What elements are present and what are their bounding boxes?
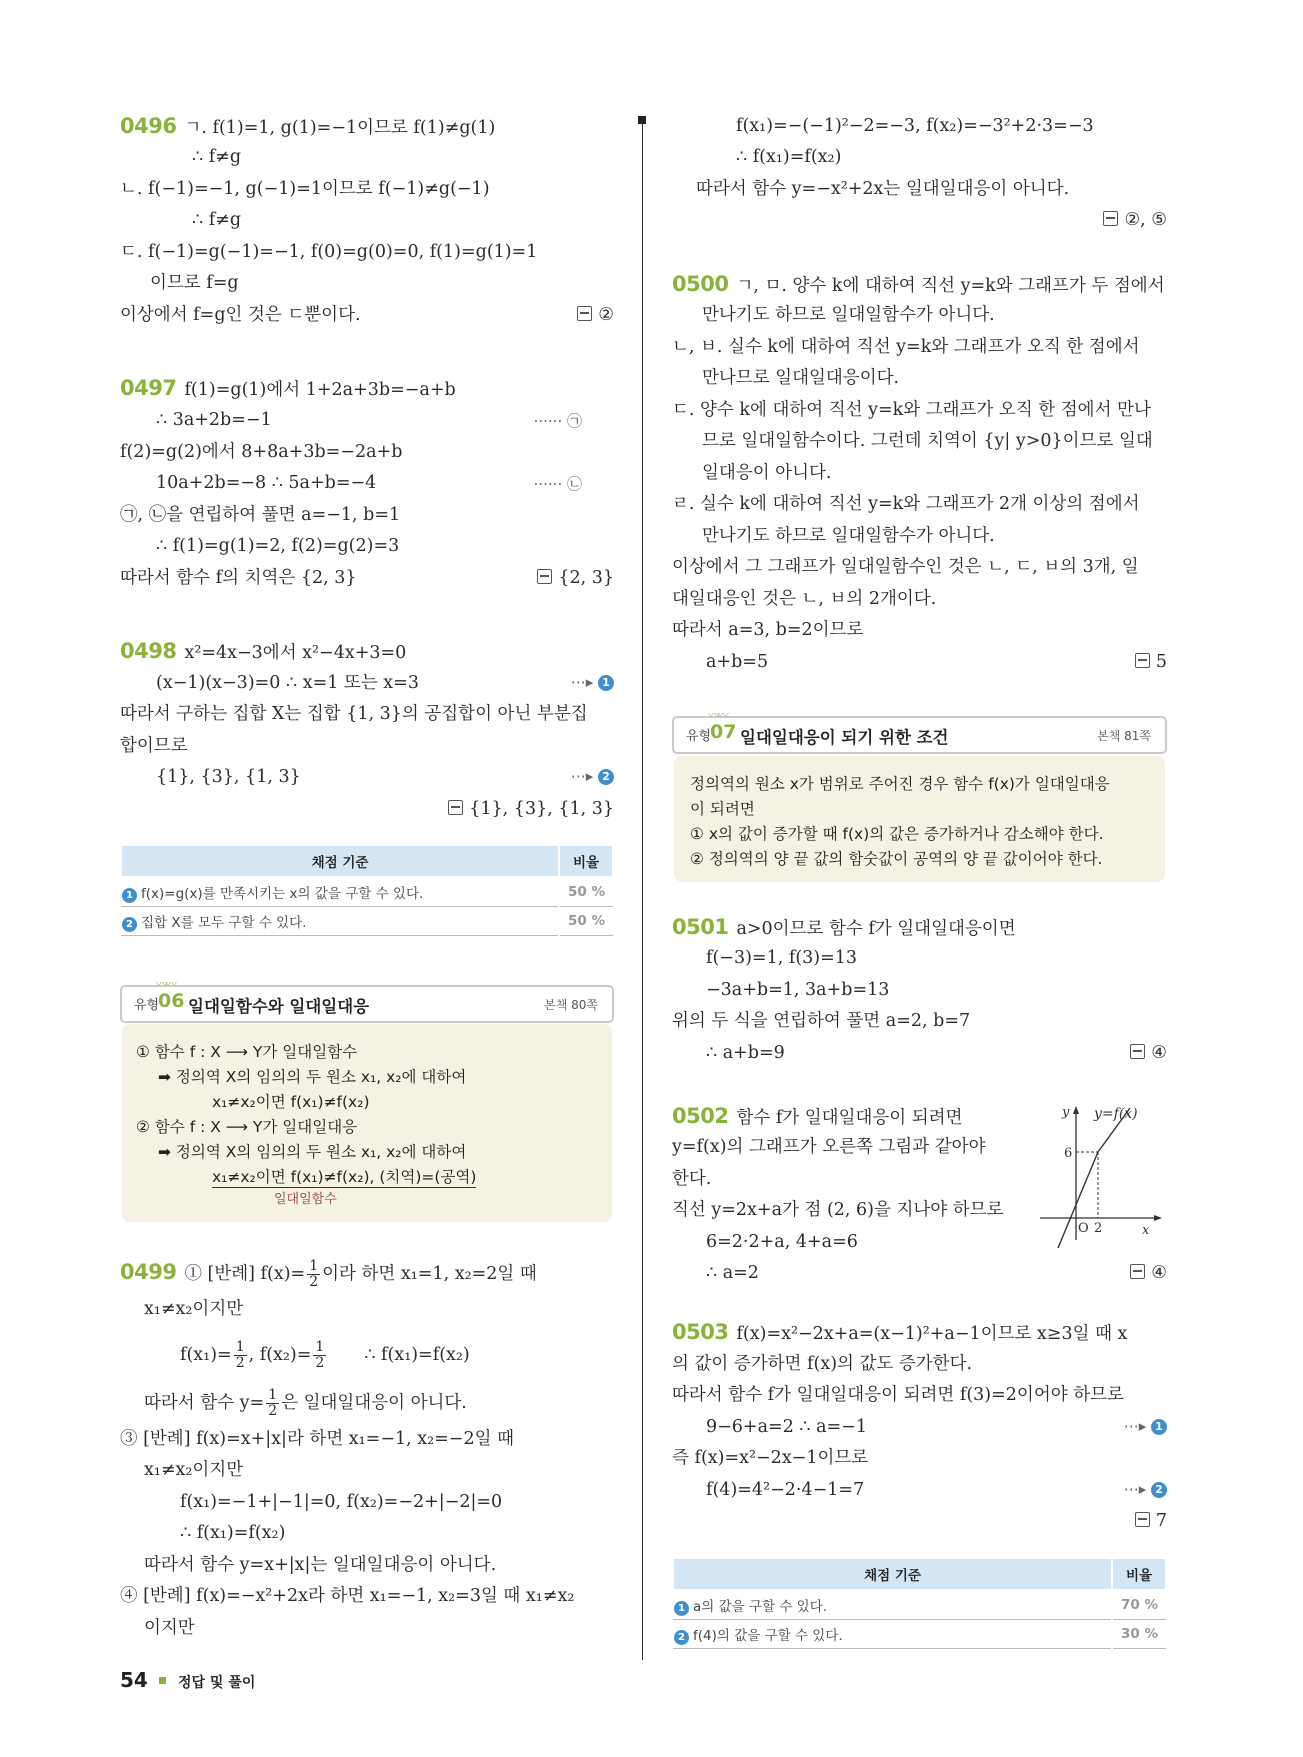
step-marker: ⋯▸ 2	[1124, 1480, 1167, 1498]
fraction: $\frac{1}{2}$	[315, 1339, 325, 1371]
answer-0499: ②, ⑤	[1103, 208, 1167, 232]
problem-number: 0502	[672, 1104, 729, 1128]
answer-icon	[537, 569, 552, 584]
problem-0501-line2: f(−3)=1, f(3)=13	[706, 948, 858, 968]
answer-0498: {1}, {3}, {1, 3}	[448, 797, 614, 821]
equation-marker-2: ······ ㉡	[533, 475, 582, 493]
topic-reference: 본책 81쪽	[1097, 729, 1151, 743]
problem-0500-line12: 따라서 a=3, b=2이므로	[672, 620, 864, 640]
topic-06-note: ① 함수 f : X ⟶ Y가 일대일함수 ➡ 정의역 X의 임의의 두 원소 x₁, x₂에 대하여 x₁≠x₂이면 f(x₁)≠f(x₂) ② 함수 f : X ⟶ Y가 일대일대응 ➡ 정의역 X의 임의의 두 원소 x₁, x₂에 대하여 x₁≠x₂이면 f(x₁)≠f(x₂), (치역)=(공역) 일대일함수	[122, 1024, 612, 1222]
x-axis-arrow-icon	[1154, 1215, 1162, 1221]
answer-icon	[448, 800, 463, 815]
fraction: $\frac{1}{2}$	[268, 1387, 278, 1419]
problem-0497-line1: 0497 f(1)=g(1)에서 1+2a+3b=−a+b	[120, 376, 456, 400]
problem-0497-line2: ∴ 3a+2b=−1	[156, 410, 272, 430]
problem-0502-line1: 0502 함수 f가 일대일대응이 되려면	[672, 1104, 963, 1128]
problem-0497-line6: ∴ f(1)=g(1)=2, f(2)=g(2)=3	[156, 536, 400, 556]
problem-0503-line5: 즉 f(x)=x²−2x−1이므로	[672, 1448, 869, 1468]
x-label: x	[1142, 1223, 1150, 1238]
problem-0499-line11: 이지만	[144, 1618, 195, 1638]
x-tick-2: 2	[1094, 1221, 1103, 1236]
table-row: 2 집합 X를 모두 구할 수 있다. 50 %	[121, 907, 613, 936]
problem-number: 0497	[120, 376, 177, 400]
problem-0501-line3: −3a+b=1, 3a+b=13	[706, 980, 890, 1000]
step-2-icon: 2	[598, 769, 614, 785]
table-header: 비율	[1112, 1558, 1166, 1590]
answer-icon	[1130, 1044, 1145, 1059]
y-axis-arrow-icon	[1073, 1106, 1079, 1114]
problem-0499-line1: 0499 ① [반례] f(x)= $\frac{1}{2}$ 이라 하면 x₁=1, x₂=2일 때	[120, 1258, 537, 1290]
scoring-table-2	[672, 1557, 1167, 1649]
problem-0496-line7: 이상에서 f=g인 것은 ㄷ뿐이다.	[120, 305, 361, 325]
problem-0496-line3: ㄴ. f(−1)=−1, g(−1)=1이므로 f(−1)≠g(−1)	[120, 179, 490, 199]
problem-0502-line2: y=f(x)의 그래프가 오른쪽 그림과 같아야	[672, 1137, 986, 1157]
step-marker: ⋯▸ 1	[571, 673, 614, 691]
table-row: 2 f(4)의 값을 구할 수 있다. 30 %	[673, 1620, 1166, 1649]
wave-decoration: 〰〰	[708, 708, 727, 722]
step-marker: ⋯▸ 2	[571, 767, 614, 785]
step-1-icon: 1	[598, 675, 614, 691]
problem-0499-line6: x₁≠x₂이지만	[144, 1460, 244, 1480]
topic-07-header: 〰〰 유형 07 일대일대응이 되기 위한 조건 본책 81쪽	[672, 716, 1167, 754]
problem-0496-line2: ∴ f≠g	[192, 147, 242, 167]
problem-0499-line8: ∴ f(x₁)=f(x₂)	[180, 1523, 286, 1543]
curve-label: y=f(x)	[1094, 1106, 1138, 1122]
problem-0500-line8: ㄹ. 실수 k에 대하여 직선 y=k와 그래프가 2개 이상의 점에서	[672, 494, 1140, 514]
problem-0500-line6: 므로 일대일함수이다. 그런데 치역이 {y| y>0}이므로 일대	[702, 431, 1153, 451]
problem-0496-line4: ∴ f≠g	[192, 210, 242, 230]
problem-0497-line7: 따라서 함수 f의 치역은 {2, 3}	[120, 568, 357, 588]
step-1-icon: 1	[1151, 1419, 1167, 1435]
table-row: 1 a의 값을 구할 수 있다. 70 %	[673, 1590, 1166, 1620]
topic-title: 일대일함수와 일대일대응	[188, 997, 370, 1016]
problem-number: 0499	[120, 1260, 177, 1284]
continued-line2: ∴ f(x₁)=f(x₂)	[736, 147, 842, 167]
answer-0502: ④	[1130, 1261, 1167, 1285]
problem-0500-line1: 0500 ㄱ, ㅁ. 양수 k에 대하여 직선 y=k와 그래프가 두 점에서	[672, 272, 1165, 296]
step-2-icon: 2	[674, 1630, 689, 1645]
problem-0496-line1: 0496 ㄱ. f(1)=1, g(1)=−1이므로 f(1)≠g(1)	[120, 114, 496, 138]
problem-number: 0503	[672, 1320, 729, 1344]
function-graph	[1038, 1100, 1166, 1250]
problem-0498-line5: {1}, {3}, {1, 3}	[156, 767, 301, 787]
fraction: $\frac{1}{2}$	[235, 1339, 245, 1371]
problem-0500-line7: 일대응이 아니다.	[702, 463, 832, 483]
origin-label: O	[1078, 1221, 1089, 1236]
continued-line1: f(x₁)=−(−1)²−2=−3, f(x₂)=−3²+2·3=−3	[736, 116, 1094, 136]
problem-0503-line2: 의 값이 증가하면 f(x)의 값도 증가한다.	[672, 1354, 973, 1374]
step-1-icon: 1	[122, 888, 137, 903]
problem-number: 0498	[120, 639, 177, 663]
answer-icon	[1130, 1264, 1145, 1279]
problem-0498-line1: 0498 x²=4x−3에서 x²−4x+3=0	[120, 639, 407, 663]
step-2-icon: 2	[122, 917, 137, 932]
problem-0500-line10: 이상에서 그 그래프가 일대일함수인 것은 ㄴ, ㄷ, ㅂ의 3개, 일	[672, 557, 1139, 577]
problem-0500-line3: ㄴ, ㅂ. 실수 k에 대하여 직선 y=k와 그래프가 오직 한 점에서	[672, 337, 1140, 357]
answer-0500: 5	[1135, 650, 1167, 674]
answer-icon	[1135, 653, 1150, 668]
problem-0501-line5: ∴ a+b=9	[706, 1043, 785, 1063]
table-header: 비율	[559, 845, 613, 877]
problem-0498-line3: 따라서 구하는 집합 X는 집합 {1, 3}의 공집합이 아닌 부분집	[120, 704, 588, 724]
answer-0496: ②	[577, 303, 614, 327]
problem-0498-line2: (x−1)(x−3)=0 ∴ x=1 또는 x=3	[156, 673, 419, 693]
step-marker: ⋯▸ 1	[1124, 1417, 1167, 1435]
problem-0500-line5: ㄷ. 양수 k에 대하여 직선 y=k와 그래프가 오직 한 점에서 만나	[672, 400, 1151, 420]
problem-0496-line5: ㄷ. f(−1)=g(−1)=−1, f(0)=g(0)=0, f(1)=g(1)=1	[120, 242, 538, 262]
topic-06-header: 〰〰 유형 06 일대일함수와 일대일대응 본책 80쪽	[120, 985, 614, 1023]
problem-0497-line4: 10a+2b=−8 ∴ 5a+b=−4	[156, 473, 377, 493]
problem-number: 0500	[672, 272, 729, 296]
problem-0500-line9: 만나기도 하므로 일대일함수가 아니다.	[702, 526, 995, 546]
problem-0500-line11: 대일대응인 것은 ㄴ, ㅂ의 2개이다.	[672, 589, 937, 609]
continued-line3: 따라서 함수 y=−x²+2x는 일대일대응이 아니다.	[696, 179, 1070, 199]
answer-0501: ④	[1130, 1041, 1167, 1065]
problem-0500-line2: 만나기도 하므로 일대일함수가 아니다.	[702, 305, 995, 325]
problem-0499-line2: x₁≠x₂이지만	[144, 1299, 244, 1319]
problem-0498-line4: 합이므로	[120, 736, 188, 756]
y-label: y	[1062, 1105, 1070, 1120]
step-2-icon: 2	[1151, 1482, 1167, 1498]
answer-0497: {2, 3}	[537, 566, 614, 590]
problem-0497-line5: ㉠, ㉡을 연립하여 풀면 a=−1, b=1	[120, 505, 401, 525]
problem-number: 0496	[120, 114, 177, 138]
problem-0499-line10: ④ [반례] f(x)=−x²+2x라 하면 x₁=−1, x₂=3일 때 x₁≠x₂	[120, 1586, 575, 1606]
problem-0501-line1: 0501 a>0이므로 함수 f가 일대일대응이면	[672, 915, 1016, 939]
problem-0503-line3: 따라서 함수 f가 일대일대응이 되려면 f(3)=2이어야 하므로	[672, 1385, 1124, 1405]
footer-label: 정답 및 풀이	[178, 1675, 256, 1691]
problem-0499-line9: 따라서 함수 y=x+|x|는 일대일대응이 아니다.	[144, 1555, 497, 1575]
topic-07-note: 정의역의 원소 x가 범위로 주어진 경우 함수 f(x)가 일대일대응 이 되려면 ① x의 값이 증가할 때 f(x)의 값은 증가하거나 감소해야 한다. ② 정의역의 양 끝 값의 함숫값이 공역의 양 끝 값이어야 한다.	[674, 756, 1165, 882]
fraction: $\frac{1}{2}$	[309, 1258, 319, 1290]
problem-0503-line1: 0503 f(x)=x²−2x+a=(x−1)²+a−1이므로 x≥3일 때 x	[672, 1320, 1128, 1344]
y-tick-6: 6	[1064, 1146, 1073, 1161]
answer-icon	[577, 306, 592, 321]
answer-icon	[1135, 1512, 1150, 1527]
equation-marker-1: ······ ㉠	[533, 412, 582, 430]
table-row: 1 f(x)=g(x)를 만족시키는 x의 값을 구할 수 있다. 50 %	[121, 877, 613, 907]
problem-number: 0501	[672, 915, 729, 939]
answer-0503: 7	[1135, 1509, 1167, 1533]
problem-0502-line5: 6=2·2+a, 4+a=6	[706, 1232, 858, 1252]
problem-0500-line13: a+b=5	[706, 652, 769, 672]
page-number: 54	[120, 1668, 148, 1692]
problem-0499-line7: f(x₁)=−1+|−1|=0, f(x₂)=−2+|−2|=0	[180, 1492, 503, 1512]
wave-decoration: 〰〰	[156, 977, 175, 991]
problem-0499-line5: ③ [반례] f(x)=x+|x|라 하면 x₁=−1, x₂=−2일 때	[120, 1429, 514, 1449]
problem-0499-line3: f(x₁)= $\frac{1}{2}$ , f(x₂)= $\frac{1}{2}$ ∴ f(x₁)=f(x₂)	[180, 1339, 470, 1371]
table-header: 채점 기준	[673, 1558, 1112, 1590]
problem-0501-line4: 위의 두 식을 연립하여 풀면 a=2, b=7	[672, 1011, 971, 1031]
problem-0502-line6: ∴ a=2	[706, 1263, 759, 1283]
problem-0499-line4: 따라서 함수 y= $\frac{1}{2}$ 은 일대일대응이 아니다.	[144, 1387, 467, 1419]
footer-bullet-icon	[159, 1677, 166, 1684]
problem-0503-line6: f(4)=4²−2·4−1=7	[706, 1480, 865, 1500]
table-header: 채점 기준	[121, 845, 559, 877]
annotation-label: 일대일함수	[274, 1192, 337, 1207]
problem-0502-line3: 한다.	[672, 1169, 712, 1189]
problem-0496-line6: 이므로 f=g	[150, 273, 239, 293]
topic-reference: 본책 80쪽	[544, 998, 598, 1012]
scoring-table-1	[120, 844, 614, 936]
answer-icon	[1103, 211, 1118, 226]
problem-0497-line3: f(2)=g(2)에서 8+8a+3b=−2a+b	[120, 442, 403, 462]
topic-title: 일대일대응이 되기 위한 조건	[740, 728, 949, 747]
step-1-icon: 1	[674, 1601, 689, 1616]
column-divider	[642, 120, 643, 1660]
problem-0502-line4: 직선 y=2x+a가 점 (2, 6)을 지나야 하므로	[672, 1200, 1004, 1220]
problem-0500-line4: 만나므로 일대일대응이다.	[702, 368, 900, 388]
page-footer	[120, 1668, 255, 1695]
problem-0503-line4: 9−6+a=2 ∴ a=−1	[706, 1417, 867, 1437]
